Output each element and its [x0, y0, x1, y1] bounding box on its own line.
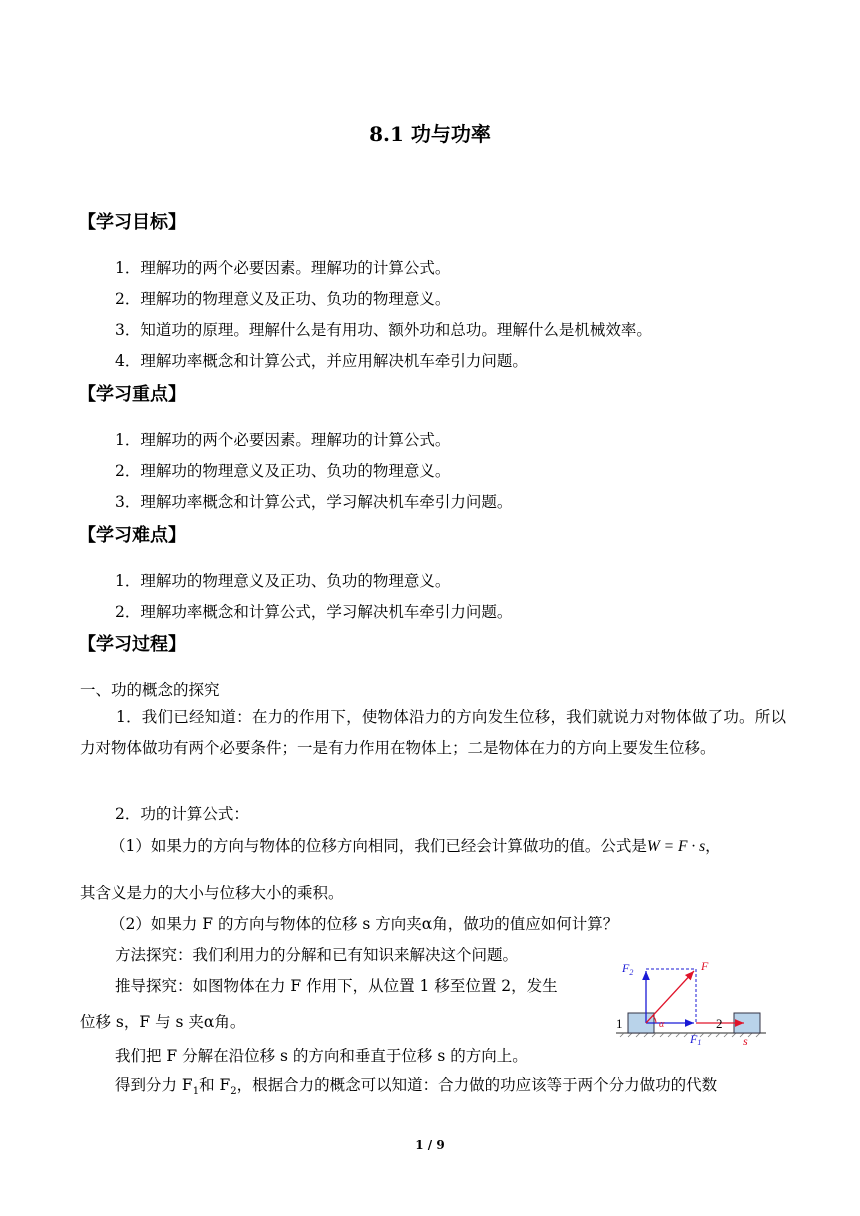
- subscript: 2: [230, 1086, 237, 1098]
- difficulty-item: 1．理解功的物理意义及正功、负功的物理意义。: [115, 572, 451, 590]
- key-points-heading: 【学习重点】: [78, 384, 186, 405]
- paragraph-formula-line: [110, 834, 721, 856]
- work-formula: W = F · s: [646, 838, 706, 855]
- label-s: s: [743, 1034, 748, 1047]
- paragraph-components: [115, 1073, 717, 1097]
- text-segment: 和 F: [199, 1076, 231, 1094]
- difficulties-heading: 【学习难点】: [78, 525, 186, 546]
- objective-item: 2．理解功的物理意义及正功、负功的物理意义。: [115, 290, 451, 308]
- objective-item: 1．理解功的两个必要因素。理解功的计算公式。: [115, 259, 451, 277]
- formula-intro-text: （1）如果力的方向与物体的位移方向相同，我们已经会计算做功的值。公式是: [110, 837, 647, 855]
- paragraph-decompose: 我们把 F 分解在沿位移 s 的方向和垂直于位移 s 的方向上。: [115, 1047, 528, 1065]
- paragraph-derivation-cont: 位移 s，F 与 s 夹α角。: [80, 1013, 246, 1031]
- text-segment: ，根据合力的概念可以知道：合力做的功应该等于两个分力做功的代数: [236, 1076, 718, 1094]
- label-f2: $F_2$: [622, 961, 634, 977]
- difficulty-item: 2．理解功率概念和计算公式，学习解决机车牵引力问题。: [115, 603, 513, 621]
- objectives-heading: 【学习目标】: [78, 212, 186, 233]
- paragraph-formula-meaning: 其含义是力的大小与位移大小的乘积。: [80, 884, 344, 902]
- force-decomposition-figure: [610, 955, 772, 1047]
- label-f1: F1: [690, 1032, 702, 1047]
- key-point-item: 1．理解功的两个必要因素。理解功的计算公式。: [115, 431, 451, 449]
- process-subheading: 一、功的概念的探究: [80, 681, 220, 699]
- key-point-item: 2．理解功的物理意义及正功、负功的物理意义。: [115, 462, 451, 480]
- text-segment: 得到分力 F: [115, 1076, 193, 1094]
- page-number: 1 / 9: [415, 1138, 445, 1152]
- label-position-1: 1: [616, 1016, 623, 1031]
- label-f: F: [701, 959, 709, 973]
- paragraph-work-conditions: 1．我们已经知道：在力的作用下，使物体沿力的方向发生位移，我们就说力对物体做了功。所以力对物体做功有两个必要条件；一是有力作用在物体上；二是物体在力的方向上要发生位移。: [80, 708, 786, 757]
- force-f-arrow: [646, 971, 694, 1023]
- label-position-2: 2: [716, 1016, 723, 1031]
- process-heading: 【学习过程】: [78, 634, 186, 655]
- label-alpha: α: [659, 1019, 665, 1030]
- subscript: 1: [192, 1086, 200, 1098]
- paragraph-method: 方法探究：我们利用力的分解和已有知识来解决这个问题。: [115, 946, 519, 964]
- paragraph-angle-question: （2）如果力 F 的方向与物体的位移 s 方向夹α角，做功的值应如何计算？: [110, 915, 619, 933]
- paragraph-derivation: 推导探究：如图物体在力 F 作用下，从位置 1 移至位置 2，发生: [115, 977, 558, 995]
- objective-item: 3．知道功的原理。理解什么是有用功、额外功和总功。理解什么是机械效率。: [115, 321, 652, 339]
- page-title: 8.1 功与功率: [369, 122, 491, 146]
- formula-comma: ，: [705, 837, 721, 855]
- paragraph-formula-heading: 2．功的计算公式：: [115, 805, 249, 823]
- key-point-item: 3．理解功率概念和计算公式，学习解决机车牵引力问题。: [115, 493, 513, 511]
- objective-item: 4．理解功率概念和计算公式，并应用解决机车牵引力问题。: [115, 352, 528, 370]
